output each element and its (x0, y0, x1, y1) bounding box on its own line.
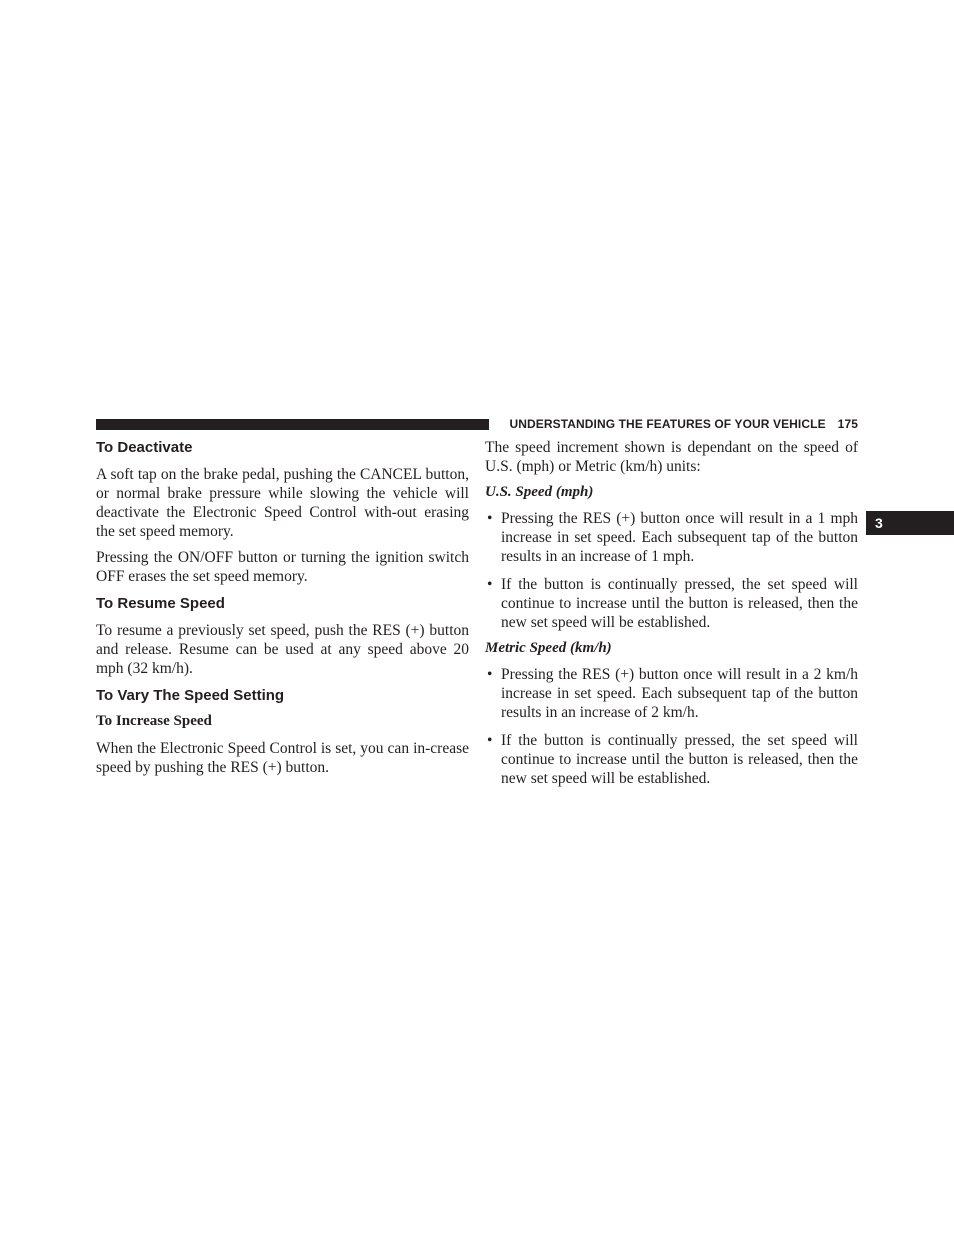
section-title: UNDERSTANDING THE FEATURES OF YOUR VEHICLE (509, 417, 826, 431)
deactivate-paragraph-2: Pressing the ON/OFF button or turning the ignition switch OFF erases the set speed memory. (96, 549, 469, 585)
list-item: • If the button is continually pressed, the set speed will continue to increase until the button is released, then the new set speed will be established. (487, 732, 858, 787)
chapter-number: 3 (875, 515, 883, 531)
heading-to-resume-speed: To Resume Speed (96, 595, 225, 612)
list-item: • Pressing the RES (+) button once will result in a 2 km/h increase in set speed. Each subsequent tap of the button results in an increase of 2 km/h. (487, 666, 858, 721)
list-item: • If the button is continually pressed, the set speed will continue to increase until the button is released, then the new set speed will be established. (487, 576, 858, 631)
bullet-icon: • (487, 576, 493, 593)
chapter-tab (866, 511, 954, 535)
header-rule (96, 419, 489, 430)
heading-to-vary-speed: To Vary The Speed Setting (96, 687, 285, 704)
left-column (96, 438, 469, 777)
metric-speed-list (485, 665, 858, 788)
heading-us-speed: U.S. Speed (mph) (485, 484, 594, 500)
bullet-icon: • (487, 666, 493, 683)
bullet-icon: • (487, 510, 493, 527)
speed-increment-intro: The speed increment shown is dependant on the speed of U.S. (mph) or Metric (km/h) units: (485, 439, 858, 475)
bullet-icon: • (487, 732, 493, 749)
deactivate-paragraph-1: A soft tap on the brake pedal, pushing the CANCEL button, or normal brake pressure while slowing the vehicle will deactivate the Electronic Speed Control with-out erasing the set speed memory. (96, 466, 469, 540)
heading-to-increase-speed: To Increase Speed (96, 713, 212, 729)
increase-paragraph: When the Electronic Speed Control is set, you can in-crease speed by pushing the RES (+) button. (96, 740, 469, 776)
us-speed-list (485, 509, 858, 632)
right-column (485, 438, 858, 788)
resume-paragraph: To resume a previously set speed, push the RES (+) button and release. Resume can be used at any speed above 20 mph (32 km/h). (96, 622, 469, 677)
list-item: • Pressing the RES (+) button once will result in a 1 mph increase in set speed. Each subsequent tap of the button results in an increase of 1 mph. (487, 510, 858, 565)
heading-to-deactivate: To Deactivate (96, 439, 193, 456)
running-header (498, 417, 858, 431)
page-number: 175 (837, 417, 858, 431)
heading-metric-speed: Metric Speed (km/h) (485, 640, 612, 656)
